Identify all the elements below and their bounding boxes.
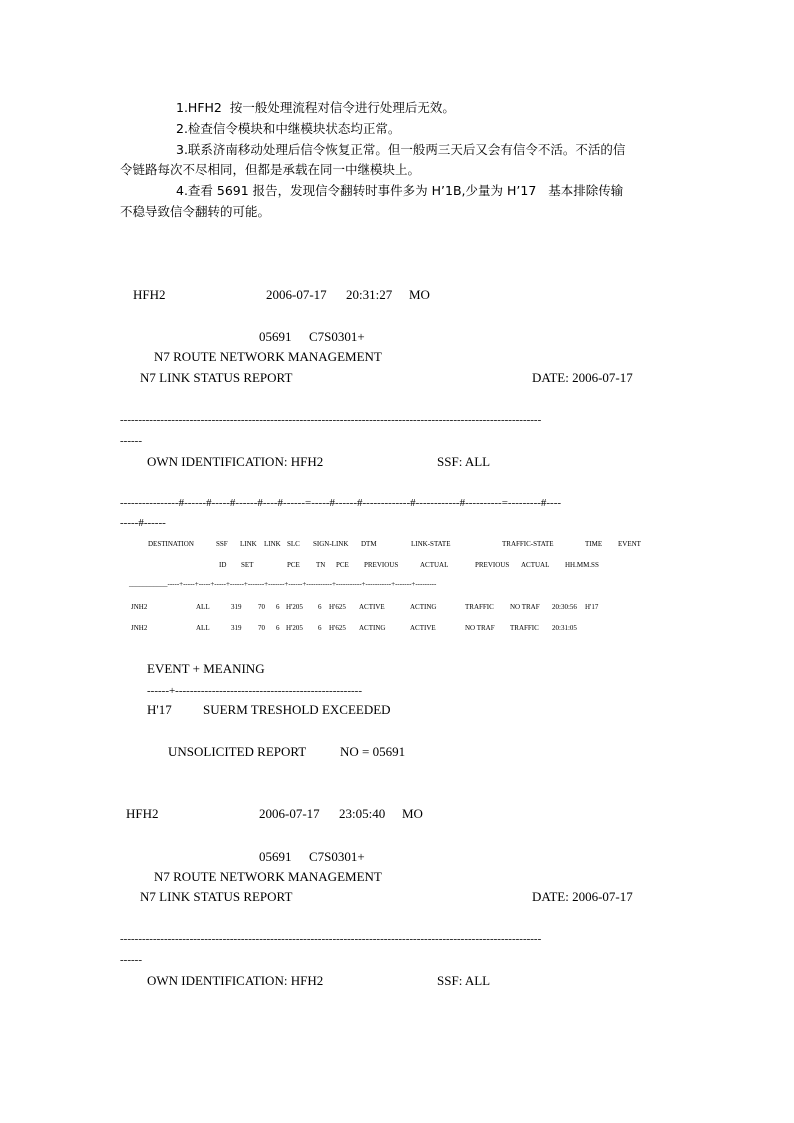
report2-time: 23:05:40 (339, 806, 386, 821)
cell: TRAFFIC (510, 624, 539, 632)
cell: H'625 (329, 603, 346, 611)
cell: 20:31:05 (552, 624, 577, 632)
report1-ref: C7S0301+ (309, 329, 365, 344)
note-4b: 不稳导致信令翻转的可能。 (120, 204, 271, 219)
report2-code: 05691 (259, 849, 292, 864)
col-dtm: DTM (361, 540, 377, 548)
col-sub-tn: TN (316, 561, 326, 569)
cell: 70 (258, 603, 265, 611)
report1-column-separator: ----------------#------#-----#------#----#------=-----#------#-------------#------------#----------=---------#---- (120, 497, 562, 509)
report2-title-route: N7 ROUTE NETWORK MANAGEMENT (154, 869, 382, 884)
report2-separator-cont: ------ (120, 954, 142, 966)
col-sub-pce2: PCE (336, 561, 349, 569)
cell: 6 (318, 603, 322, 611)
col-time: TIME (585, 540, 603, 548)
col-traffic-state: TRAFFIC-STATE (502, 540, 554, 548)
cell: JNH2 (131, 624, 148, 632)
cell: 20:30:56 (552, 603, 577, 611)
col-link-state: LINK-STATE (411, 540, 451, 548)
unsolicited-report: UNSOLICITED REPORT (168, 744, 307, 759)
cell: ACTIVE (359, 603, 385, 611)
report1-code: 05691 (259, 329, 292, 344)
report2-ssf: SSF: ALL (437, 973, 491, 988)
event-code: H'17 (147, 702, 172, 717)
note-2: 2.检查信令模块和中继模块状态均正常。 (176, 121, 401, 136)
note-4a: 4.查看 5691 报告，发现信令翻转时事件多为 H’1B,少量为 H’17 基本排除传输 (176, 183, 624, 198)
col-event: EVENT (618, 540, 641, 548)
col-sub-previous2: PREVIOUS (475, 561, 510, 569)
report1-date: 2006-07-17 (266, 287, 327, 302)
cell: ALL (196, 603, 210, 611)
cell: H'205 (286, 624, 303, 632)
note-1: 1.HFH2 按一般处理流程对信令进行处理后无效。 (176, 100, 455, 115)
report-number: NO = 05691 (340, 744, 406, 759)
report2-ref: C7S0301+ (309, 849, 365, 864)
table-rule: ___________-----+-----+-----+-----+------+-------+-------+------+-----------+-----------+-----------+-------+--------- (129, 580, 437, 588)
col-slc: SLC (287, 540, 300, 548)
report2-title-status: N7 LINK STATUS REPORT (140, 889, 293, 904)
report1-own-id: OWN IDENTIFICATION: HFH2 (147, 454, 324, 469)
col-sign-link: SIGN-LINK (313, 540, 349, 548)
col-sub-id: ID (219, 561, 227, 569)
report1-mode: MO (409, 287, 430, 302)
report2-node: HFH2 (126, 806, 159, 821)
cell: 6 (276, 603, 280, 611)
report2-mode: MO (402, 806, 423, 821)
cell: H'625 (329, 624, 346, 632)
col-destination: DESTINATION (148, 540, 194, 548)
cell: NO TRAF (465, 624, 495, 632)
cell: ACTING (359, 624, 386, 632)
note-3a: 3.联系济南移动处理后信令恢复正常。但一般两三天后又会有信令不活。不活的信 (176, 142, 626, 157)
event-rule: ------+--------------------------------------------------- (147, 685, 362, 697)
note-3b: 令链路每次不尽相同，但都是承载在同一中继模块上。 (120, 162, 421, 177)
report2-own-id: OWN IDENTIFICATION: HFH2 (147, 973, 324, 988)
col-sub-pce: PCE (287, 561, 300, 569)
report1-title-route: N7 ROUTE NETWORK MANAGEMENT (154, 349, 382, 364)
cell: 70 (258, 624, 265, 632)
report2-date-label: DATE: 2006-07-17 (532, 889, 633, 904)
report1-separator: ------------------------------------------------------------------------------------------------------------------- (120, 414, 542, 426)
col-sub-actual2: ACTUAL (521, 561, 550, 569)
report1-title-status: N7 LINK STATUS REPORT (140, 370, 293, 385)
event-meaning: SUERM TRESHOLD EXCEEDED (203, 702, 391, 717)
cell: NO TRAF (510, 603, 540, 611)
col-link2: LINK (264, 540, 281, 548)
col-sub-set: SET (241, 561, 254, 569)
cell: 319 (231, 603, 242, 611)
report1-ssf: SSF: ALL (437, 454, 491, 469)
report1-separator-cont: ------ (120, 435, 142, 447)
cell: ACTING (410, 603, 437, 611)
cell: ACTIVE (410, 624, 436, 632)
cell: 6 (318, 624, 322, 632)
event-title: EVENT + MEANING (147, 661, 265, 676)
cell: H'205 (286, 603, 303, 611)
cell: ALL (196, 624, 210, 632)
report1-date-label: DATE: 2006-07-17 (532, 370, 633, 385)
col-sub-hhmmss: HH.MM.SS (565, 561, 599, 569)
report1-time: 20:31:27 (346, 287, 393, 302)
report1-column-separator-cont: -----#------ (120, 517, 166, 529)
cell: H'17 (585, 603, 599, 611)
report2-separator: ------------------------------------------------------------------------------------------------------------------- (120, 933, 542, 945)
cell: TRAFFIC (465, 603, 494, 611)
cell: 319 (231, 624, 242, 632)
cell: 6 (276, 624, 280, 632)
col-ssf: SSF (216, 540, 228, 548)
col-link: LINK (240, 540, 257, 548)
report2-date: 2006-07-17 (259, 806, 320, 821)
col-sub-previous: PREVIOUS (364, 561, 399, 569)
col-sub-actual: ACTUAL (420, 561, 449, 569)
cell: JNH2 (131, 603, 148, 611)
report1-node: HFH2 (133, 287, 166, 302)
